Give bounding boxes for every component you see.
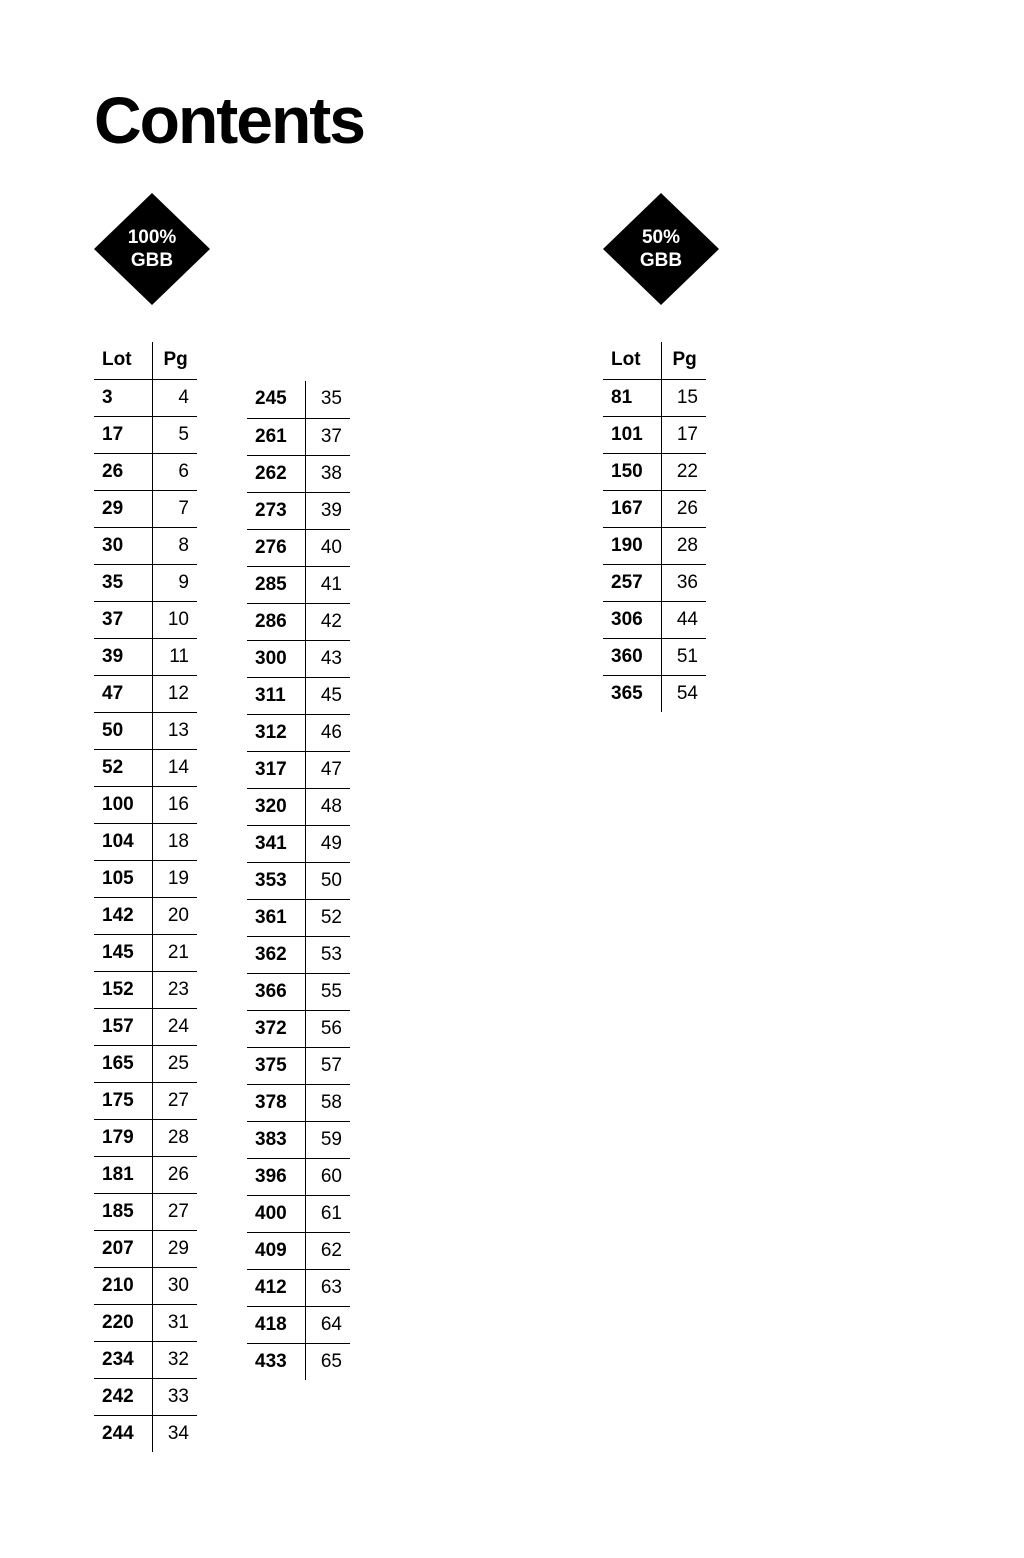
lot-number: 244 [94,1415,152,1452]
lot-number: 353 [247,862,305,899]
lot-number: 383 [247,1121,305,1158]
page-number: 24 [152,1008,197,1045]
page-number: 20 [152,897,197,934]
table-row [247,640,350,677]
page-number: 37 [305,418,350,455]
table-row [94,1008,197,1045]
lot-number: 400 [247,1195,305,1232]
table-row [603,527,706,564]
page-number: 59 [305,1121,350,1158]
table-row [94,379,197,416]
lot-number: 100 [94,786,152,823]
lot-number: 361 [247,899,305,936]
page-number: 45 [305,677,350,714]
table-row [603,564,706,601]
table-row [247,1232,350,1269]
page-number: 26 [152,1156,197,1193]
lot-number: 39 [94,638,152,675]
page-number: 9 [152,564,197,601]
lot-number: 105 [94,860,152,897]
table-row [247,677,350,714]
lot-number: 262 [247,455,305,492]
page-number: 50 [305,862,350,899]
lot-number: 185 [94,1193,152,1230]
table-row [94,601,197,638]
lot-header: Lot [94,342,152,379]
lot-number: 165 [94,1045,152,1082]
table-row [247,862,350,899]
table-row [603,453,706,490]
lot-number: 181 [94,1156,152,1193]
table-row [94,712,197,749]
lot-number: 157 [94,1008,152,1045]
lot-number: 52 [94,749,152,786]
page-number: 57 [305,1047,350,1084]
lot-number: 175 [94,1082,152,1119]
lot-number: 242 [94,1378,152,1415]
table-row [247,788,350,825]
lot-number: 412 [247,1269,305,1306]
page-number: 53 [305,936,350,973]
pg-header: Pg [152,342,197,379]
page-number: 62 [305,1232,350,1269]
table-row [247,899,350,936]
lot-number: 35 [94,564,152,601]
lot-number: 190 [603,527,661,564]
lot-number: 372 [247,1010,305,1047]
page-number: 61 [305,1195,350,1232]
page-number: 49 [305,825,350,862]
badge-label: GBB [130,250,174,271]
page-number: 63 [305,1269,350,1306]
table-row [94,1341,197,1378]
table-row [603,601,706,638]
table-row [247,1158,350,1195]
table-row [603,675,706,712]
table-row [94,675,197,712]
page-number: 42 [305,603,350,640]
lot-number: 17 [94,416,152,453]
page-number: 17 [661,416,706,453]
lot-number: 234 [94,1341,152,1378]
lot-number: 26 [94,453,152,490]
page-number: 35 [305,381,350,418]
table-row [94,1156,197,1193]
lot-number: 47 [94,675,152,712]
lot-number: 360 [603,638,661,675]
badge-label: GBB [639,250,683,271]
badge-text [94,226,210,272]
table-row [94,490,197,527]
lot-number: 179 [94,1119,152,1156]
badge-percent: 50% [641,227,681,248]
lot-number: 142 [94,897,152,934]
lot-number: 29 [94,490,152,527]
table-row [247,1195,350,1232]
page-number: 19 [152,860,197,897]
table-row [247,1010,350,1047]
table-row [247,1084,350,1121]
table-row [94,1415,197,1452]
lot-number: 341 [247,825,305,862]
page-number: 25 [152,1045,197,1082]
page-number: 55 [305,973,350,1010]
page-number: 60 [305,1158,350,1195]
table-row [94,860,197,897]
table-row [94,934,197,971]
page-number: 10 [152,601,197,638]
page-number: 5 [152,416,197,453]
table-header-row [603,342,706,379]
table-row [94,527,197,564]
table-row [94,971,197,1008]
lot-number: 362 [247,936,305,973]
table-row [247,455,350,492]
table-row [247,936,350,973]
lot-number: 418 [247,1306,305,1343]
lot-number: 378 [247,1084,305,1121]
table-row [603,490,706,527]
page-number: 31 [152,1304,197,1341]
page-number: 6 [152,453,197,490]
table-row [247,973,350,1010]
table-row [247,1343,350,1380]
page-number: 22 [661,453,706,490]
page-number: 27 [152,1193,197,1230]
badge-percent: 100% [127,227,177,248]
table-row [94,1193,197,1230]
page-number: 65 [320,1350,342,1372]
lot-number: 306 [603,601,661,638]
page-number: 16 [152,786,197,823]
table-row [247,492,350,529]
table-row [247,1306,350,1343]
table-row [94,786,197,823]
lot-number: 152 [94,971,152,1008]
page-number: 54 [676,682,698,704]
page-number: 34 [167,1422,189,1444]
table-row [603,379,706,416]
table-header-row [94,342,197,379]
lot-number: 257 [603,564,661,601]
pg-header: Pg [661,342,706,379]
page-number: 47 [305,751,350,788]
table-row [94,453,197,490]
page-number: 13 [152,712,197,749]
lot-number: 375 [247,1047,305,1084]
lot-number: 245 [247,381,305,418]
page-number: 43 [305,640,350,677]
page-number: 18 [152,823,197,860]
table-row [603,416,706,453]
page-title: Contents [94,83,364,157]
lot-number: 365 [603,675,661,712]
lot-number: 433 [247,1343,305,1380]
lot-number: 101 [603,416,661,453]
page-number: 36 [661,564,706,601]
lot-number: 285 [247,566,305,603]
table-row [94,749,197,786]
table-row [94,1267,197,1304]
full-gbb-table-col2 [247,381,350,1380]
page-number: 52 [305,899,350,936]
page-number: 28 [152,1119,197,1156]
lot-number: 409 [247,1232,305,1269]
lot-number: 320 [247,788,305,825]
table-row [94,1119,197,1156]
table-row [94,564,197,601]
table-row [247,603,350,640]
table-row [247,1269,350,1306]
table-row [94,1304,197,1341]
table-row [247,825,350,862]
table-row [247,529,350,566]
table-row [247,381,350,418]
page-number: 14 [152,749,197,786]
page-number: 33 [152,1378,197,1415]
lot-number: 81 [603,379,661,416]
lot-number: 311 [247,677,305,714]
table-row [247,1047,350,1084]
lot-number: 276 [247,529,305,566]
page-number: 4 [152,379,197,416]
page-number: 58 [305,1084,350,1121]
page-number: 46 [305,714,350,751]
page-number: 12 [152,675,197,712]
table-row [603,638,706,675]
page-number: 51 [661,638,706,675]
lot-number: 300 [247,640,305,677]
page-number: 32 [152,1341,197,1378]
table-row [247,751,350,788]
table-row [94,823,197,860]
page-number: 11 [152,638,197,675]
table-row [247,714,350,751]
lot-header: Lot [603,342,661,379]
full-gbb-badge [94,193,210,305]
page-number: 21 [152,934,197,971]
page-number: 23 [152,971,197,1008]
page-number: 26 [661,490,706,527]
page-number: 30 [152,1267,197,1304]
page-number: 64 [305,1306,350,1343]
page-number: 39 [305,492,350,529]
page-number: 27 [152,1082,197,1119]
page-number: 8 [152,527,197,564]
table-row [94,1378,197,1415]
page-number: 44 [661,601,706,638]
lot-number: 37 [94,601,152,638]
half-gbb-badge [603,193,719,305]
table-row [94,1082,197,1119]
page-number: 56 [305,1010,350,1047]
page-number: 41 [305,566,350,603]
lot-number: 210 [94,1267,152,1304]
table-row [247,418,350,455]
lot-number: 286 [247,603,305,640]
lot-number: 317 [247,751,305,788]
page-number: 29 [152,1230,197,1267]
half-gbb-table [603,342,706,712]
lot-number: 167 [603,490,661,527]
page-number: 48 [305,788,350,825]
lot-number: 220 [94,1304,152,1341]
lot-number: 207 [94,1230,152,1267]
table-row [94,638,197,675]
lot-number: 30 [94,527,152,564]
lot-number: 396 [247,1158,305,1195]
page-number: 7 [152,490,197,527]
lot-number: 273 [247,492,305,529]
page-number: 40 [305,529,350,566]
table-row [247,1121,350,1158]
lot-number: 145 [94,934,152,971]
page-number: 15 [661,379,706,416]
lot-number: 261 [247,418,305,455]
full-gbb-table-col1 [94,342,197,1452]
page-number: 28 [661,527,706,564]
badge-text [603,226,719,272]
table-row [94,897,197,934]
lot-number: 312 [247,714,305,751]
table-row [94,1230,197,1267]
page-number: 38 [305,455,350,492]
lot-number: 3 [94,379,152,416]
table-row [94,416,197,453]
lot-number: 150 [603,453,661,490]
lot-number: 104 [94,823,152,860]
table-row [94,1045,197,1082]
lot-number: 50 [94,712,152,749]
lot-number: 366 [247,973,305,1010]
table-row [247,566,350,603]
